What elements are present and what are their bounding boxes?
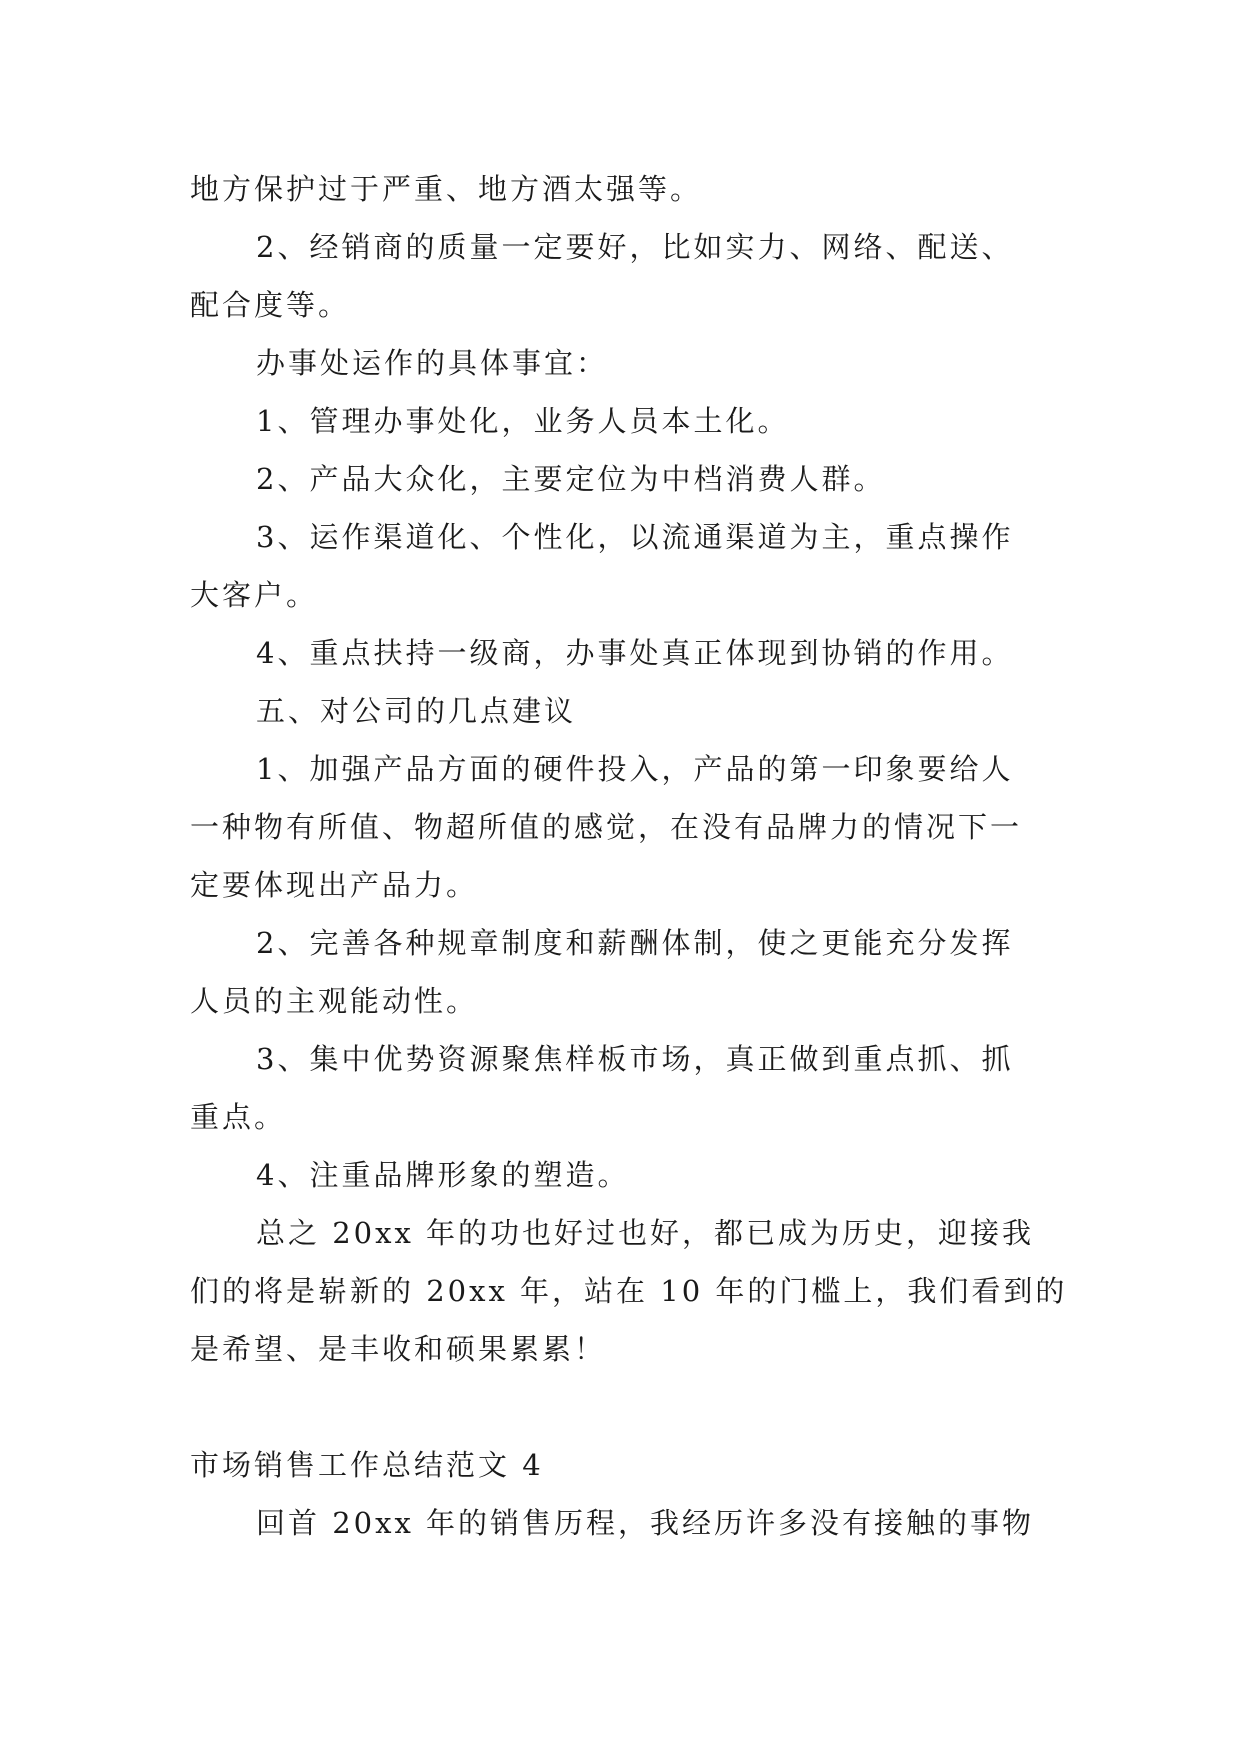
list-item: 4、注重品牌形象的塑造。: [256, 1158, 630, 1192]
paragraph-line: 大客户。: [190, 578, 319, 612]
list-item: 4、重点扶持一级商，办事处真正体现到协销的作用。: [256, 636, 1014, 670]
list-item: 2、完善各种规章制度和薪酬体制，使之更能充分发挥: [256, 926, 1014, 960]
paragraph-line: 地方保护过于严重、地方酒太强等。: [190, 172, 703, 206]
blank-line: [190, 1378, 1050, 1436]
paragraph-line: 人员的主观能动性。: [190, 984, 479, 1018]
paragraph-line: 总之 20xx 年的功也好过也好，都已成为历史，迎接我: [256, 1216, 1035, 1250]
paragraph-line: 是希望、是丰收和硕果累累！: [190, 1332, 607, 1366]
paragraph-line: 们的将是崭新的 20xx 年，站在 10 年的门槛上，我们看到的: [190, 1274, 1068, 1308]
paragraph-line: 配合度等。: [190, 288, 351, 322]
document-body: [190, 160, 1068, 1552]
section-heading: 五、对公司的几点建议: [256, 694, 577, 728]
list-item: 3、运作渠道化、个性化，以流通渠道为主，重点操作: [256, 520, 1014, 554]
paragraph-line: 一种物有所值、物超所值的感觉，在没有品牌力的情况下一: [190, 810, 1023, 844]
section-heading: 办事处运作的具体事宜：: [256, 346, 609, 380]
paragraph-line: 2、经销商的质量一定要好，比如实力、网络、配送、: [256, 230, 1014, 264]
paragraph-line: 定要体现出产品力。: [190, 868, 479, 902]
article-title: 市场销售工作总结范文 4: [190, 1448, 544, 1482]
list-item: 1、加强产品方面的硬件投入，产品的第一印象要给人: [256, 752, 1014, 786]
paragraph-line: 回首 20xx 年的销售历程，我经历许多没有接触的事物: [256, 1506, 1035, 1540]
list-item: 3、集中优势资源聚焦样板市场，真正做到重点抓、抓: [256, 1042, 1014, 1076]
list-item: 2、产品大众化，主要定位为中档消费人群。: [256, 462, 886, 496]
list-item: 1、管理办事处化，业务人员本土化。: [256, 404, 790, 438]
paragraph-line: 重点。: [190, 1100, 287, 1134]
